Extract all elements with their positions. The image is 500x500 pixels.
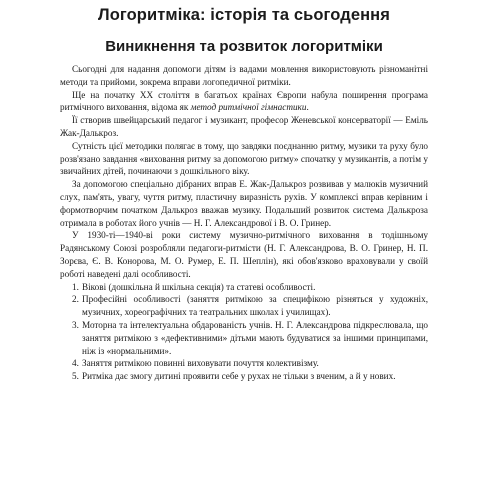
page-title: Логоритміка: історія та сьогодення [98, 6, 390, 24]
list-number: 2. [72, 294, 79, 305]
paragraph-intro: Сьогодні для надання допомоги дітям із вадами мовлення використовують різноманітні методи та прийоми, зокрема вправи логопедичної ритміки. [60, 64, 428, 87]
list-number: 4. [72, 358, 79, 369]
list-item [72, 357, 428, 370]
list-text: Заняття ритмікою повинні виховувати почуття колективізму. [82, 358, 319, 369]
paragraph-text: Ще на початку XX століття в багатьох країнах Європи набула поширення програма ритмічного виховання, відома як [60, 89, 428, 113]
list-number: 3. [72, 319, 79, 330]
list-item [72, 319, 428, 357]
paragraph-text: . [306, 102, 309, 113]
list-item [72, 281, 428, 294]
section-heading: Виникнення та розвиток логоритміки [105, 38, 383, 55]
paragraph-exercises: За допомогою спеціально дібраних вправ Е. Жак-Далькроз розвивав у малюків музичний слух, пам'ять, увагу, чуття ритму, пластичну виразність рухів. У комплексі вправ керівним і формотворчим початком Далькроз вважав музику. Подальший розвиток система Далькроза отримала в роботах його учнів — Н. Г. Александрової і В. О. Гринер. [60, 179, 428, 228]
list-number: 1. [72, 281, 79, 292]
list-item [72, 370, 428, 383]
list-text: Моторна та інтелектуальна обдарованість учнів. Н. Г. Александрова підкреслювала, що заняття ритмікою з «дефективними» дітьми мають будуватися за іншими принципами, ніж із «нормальними». [82, 319, 428, 356]
features-list [60, 281, 428, 383]
list-number: 5. [72, 371, 79, 382]
list-item [72, 293, 428, 319]
paragraph-essence: Сутність цієї методики полягає в тому, що завдяки поєднанню ритму, музики та руху було розв'язано завдання «виховання ритму за допомогою ритму» спочатку у музикантів, а потім у звичайних дітей, починаючи з дошкільного віку. [60, 140, 428, 177]
list-text: Ритміка дає змогу дитині проявити себе у рухах не тільки з вченим, а й у нових. [82, 371, 396, 382]
paragraph-dalcroze: Її створив швейцарський педагог і музикант, професор Женевської консерваторії — Еміль Жак-Далькроз. [60, 115, 428, 138]
list-text: Професійні особливості (заняття ритмікою за специфікою різняться у художніх, музичних, хореографічних та театральних школах і училищах). [82, 294, 428, 318]
paragraph-rhythm-method [60, 89, 428, 115]
list-text: Вікові (дошкільна й шкільна секція) та статеві особливості. [82, 281, 316, 292]
paragraph-1930s: У 1930-ті—1940-ві роки систему музично-ритмічного виховання в тодішньому Радянському Союзі розробляли педагоги-ритмісти (Н. Г. Александрова, В. О. Гринер, Н. П. Зорєва, Є. В. Конорова, М. О. Румер, Е. П. Шеплін), які обов'язково враховували у своїй роботі наведені далі особливості. [60, 230, 428, 279]
italic-term: метод ритмічної гімнастики [190, 102, 307, 113]
